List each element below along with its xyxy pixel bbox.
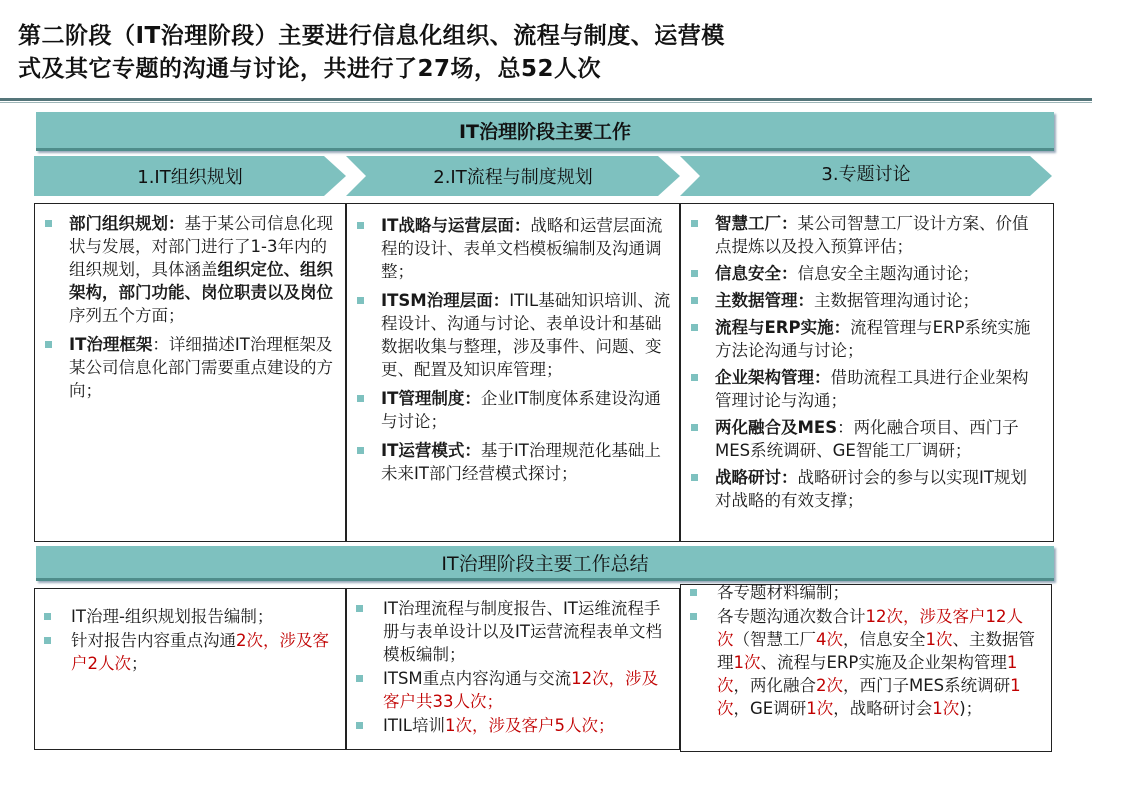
summary-header: IT治理阶段主要工作总结 — [36, 546, 1054, 581]
list-item: 智慧工厂：某公司智慧工厂设计方案、价值点提炼以及投入预算评估； — [681, 212, 1039, 258]
list-item: ITIL培训1次，涉及客户5人次； — [347, 714, 667, 737]
list-item: IT运营模式：基于IT治理规范化基础上未来IT部门经营模式探讨； — [347, 439, 671, 485]
list-item: IT治理流程与制度报告、IT运维流程手册与表单设计以及IT运营流程表单文档模板编制； — [347, 597, 667, 666]
summary-process-box — [346, 588, 680, 750]
list-item: IT治理框架：详细描述IT治理框架及某公司信息化部门需要重点建设的方向； — [35, 333, 335, 402]
list-item: 两化融合及MES：两化融合项目、西门子MES系统调研、GE智能工厂调研； — [681, 416, 1039, 462]
list-item: 部门组织规划：基于某公司信息化现状与发展，对部门进行了1-3年内的组织规划，具体涵盖组织定位、组织架构，部门功能、岗位职责以及岗位序列五个方面； — [35, 212, 335, 327]
list-item: 战略研讨：战略研讨会的参与以实现IT规划对战略的有效支撑； — [681, 466, 1039, 512]
list-item: 主数据管理：主数据管理沟通讨论； — [681, 289, 1039, 312]
page-title — [18, 20, 918, 86]
main-work-header: IT治理阶段主要工作 — [36, 112, 1054, 151]
list-item: ITSM治理层面：ITIL基础知识培训、流程设计、沟通与讨论、表单设计和基础数据收集与整理，涉及事件、问题、变更、配置及知识库管理； — [347, 289, 671, 381]
chevron-org-planning — [34, 156, 346, 196]
chevron-process-planning — [346, 156, 680, 196]
list-item: 针对报告内容重点沟通2次，涉及客户2人次； — [35, 629, 333, 675]
title-divider — [0, 98, 1092, 101]
chevron-label: 3.专题讨论 — [821, 164, 911, 185]
title-divider-thin — [0, 102, 1092, 103]
list-item: IT治理-组织规划报告编制； — [35, 605, 333, 628]
chevron-label: 2.IT流程与制度规划 — [433, 167, 593, 188]
list-item: 企业架构管理：借助流程工具进行企业架构管理讨论与沟通； — [681, 366, 1039, 412]
list-item: 各专题材料编制； — [681, 581, 1037, 604]
list-item: IT管理制度：企业IT制度体系建设沟通与讨论； — [347, 387, 671, 433]
list-item: ITSM重点内容沟通与交流12次，涉及客户共33人次； — [347, 667, 667, 713]
list-item: 各专题沟通次数合计12次，涉及客户12人次（智慧工厂4次，信息安全1次、主数据管理1次、流程与ERP实施及企业架构管理1次，两化融合2次，西门子MES系统调研1次，GE调研1次，战略研讨会1次)； — [681, 605, 1037, 720]
list-item: 流程与ERP实施：流程管理与ERP系统实施方法论沟通与讨论； — [681, 316, 1039, 362]
title-line-1: 第二阶段（IT治理阶段）主要进行信息化组织、流程与制度、运营模 — [18, 23, 725, 49]
summary-org-box — [34, 588, 346, 750]
chevron-label: 1.IT组织规划 — [137, 167, 243, 188]
summary-topic-box — [680, 584, 1052, 752]
list-item: 信息安全：信息安全主题沟通讨论； — [681, 262, 1039, 285]
title-line-2: 式及其它专题的沟通与讨论，共进行了27场，总52人次 — [18, 56, 602, 82]
org-planning-box — [34, 203, 346, 542]
chevron-topic-discussion — [680, 156, 1052, 196]
list-item: IT战略与运营层面：战略和运营层面流程的设计、表单文档模板编制及沟通调整； — [347, 214, 671, 283]
process-planning-box — [346, 203, 680, 542]
topic-discussion-box — [680, 203, 1054, 542]
